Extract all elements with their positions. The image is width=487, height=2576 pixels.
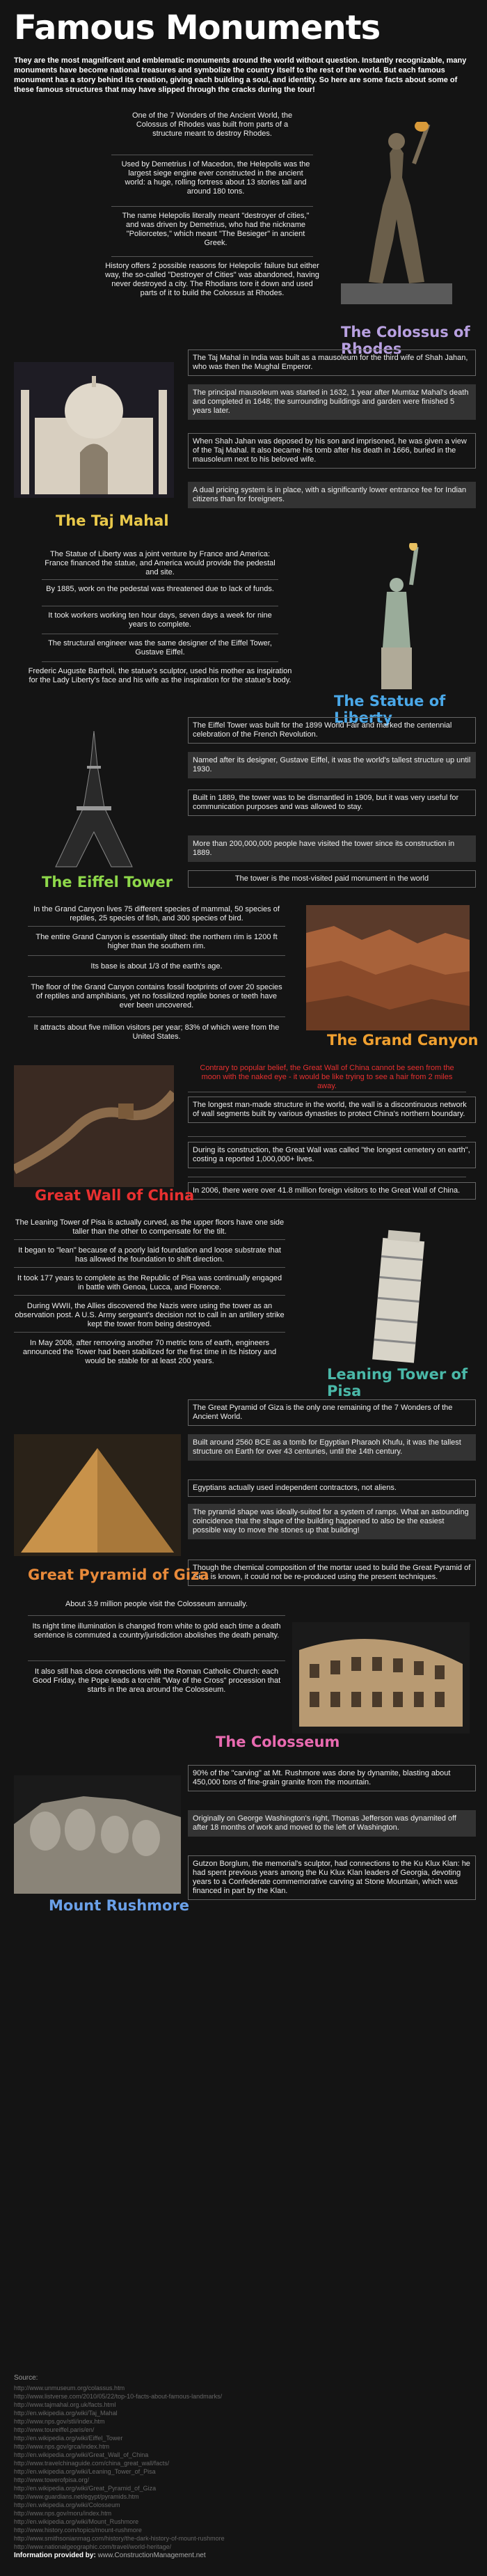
liberty-heading: The Statue of Liberty — [334, 693, 446, 726]
canyon-fact-1: In the Grand Canyon lives 75 different species of mammal, 50 species of reptiles, 25 species of fish, and 300 species of bird. — [33, 905, 280, 922]
intro-text: They are the most magnificent and emblematic monuments around the world without question. Instantly recognizable, many monuments have become national treasures and symbolize the country itself to the rest of the world. But each famous monument has a story behind its creation, giving each building a soul, and identity. So here are some facts about some of these famous structures that may have slipped through the cracks during the tour! — [14, 56, 467, 94]
wall-fact-4: In 2006, there were over 41.8 million foreign visitors to the Great Wall of China. — [188, 1182, 476, 1200]
divider — [14, 1295, 285, 1296]
giza-fact-3: Egyptians actually used independent contractors, not aliens. — [188, 1479, 476, 1497]
giza-heading: Great Pyramid of Giza — [28, 1566, 209, 1583]
giza-fact-1: The Great Pyramid of Giza is the only one remaining of the 7 Wonders of the Ancient World. — [188, 1399, 476, 1426]
divider — [28, 976, 285, 977]
source-link[interactable]: http://en.wikipedia.org/wiki/Eiffel_Tower — [14, 2435, 123, 2442]
liberty-fact-5: Frederic Auguste Bartholi, the statue's sculptor, used his mother as inspiration for the Lady Liberty's face and his wife as the inspiration for the statue's body. — [28, 667, 292, 684]
great-pyramid-image — [14, 1434, 181, 1556]
divider — [14, 1267, 285, 1268]
rushmore-heading: Mount Rushmore — [49, 1897, 190, 1914]
divider — [42, 661, 278, 662]
source-link[interactable]: http://www.tajmahal.org.uk/facts.html — [14, 2401, 116, 2408]
sources-label: Source: — [14, 2374, 38, 2382]
colosseum-fact-2: Its night time illumination is changed from white to gold each time a death sentence is commuted a country/jurisdiction abolishes the death penalty. — [32, 1622, 281, 1640]
source-link[interactable]: http://www.nps.gov/stli/index.htm — [14, 2418, 105, 2425]
colosseum-fact-1: About 3.9 million people visit the Colosseum annually. — [65, 1600, 248, 1608]
source-link[interactable]: http://www.guardians.net/egypt/pyramids.htm — [14, 2493, 139, 2500]
grand-canyon-image — [306, 905, 470, 1030]
tajmahal-fact-1: The Taj Mahal in India was built as a mausoleum for the third wife of Shah Jahan, who was then the Mughal Emperor. — [188, 350, 476, 376]
rushmore-fact-2: Originally on George Washington's right, Thomas Jefferson was dynamited off after 18 months of work and moved to the left of Washington. — [188, 1810, 476, 1837]
wall-heading: Great Wall of China — [35, 1187, 195, 1204]
statue-of-liberty-image — [327, 543, 466, 693]
divider — [28, 955, 285, 956]
tajmahal-fact-3: When Shah Jahan was deposed by his son and imprisoned, he was given a view of the Taj Mahal. It also became his tomb after his death in 1666, buried in the mausoleum next to his beloved wife. — [188, 433, 476, 469]
giza-fact-5: Though the chemical composition of the mortar used to build the Great Pyramid of Giza is known, it could not be re-produced using the present techniques. — [188, 1560, 476, 1586]
footer-site-link[interactable]: www.ConstructionManagement.net — [97, 2552, 206, 2559]
tajmahal-heading: The Taj Mahal — [56, 512, 169, 529]
source-link[interactable]: http://en.wikipedia.org/wiki/Leaning_Tower_of_Pisa — [14, 2468, 156, 2475]
source-link[interactable]: http://en.wikipedia.org/wiki/Great_Wall_of_China — [14, 2451, 149, 2458]
rhodes-heading: The Colossus of Rhodes — [341, 324, 470, 357]
canyon-fact-5: It attracts about five million visitors per year; 83% of which were from the United States. — [33, 1023, 280, 1041]
pisa-fact-3: It took 177 years to complete as the Republic of Pisa was continually engaged in battle with Genoa, Lucca, and Florence. — [17, 1274, 282, 1291]
eiffel-fact-2: Named after its designer, Gustave Eiffel, it was the world's tallest structure up until 1930. — [188, 752, 476, 778]
tajmahal-fact-4: A dual pricing system is in place, with a significantly lower entrance fee for Indian citizens than for foreigners. — [188, 482, 476, 508]
canyon-heading: The Grand Canyon — [327, 1032, 479, 1049]
source-link[interactable]: http://www.listverse.com/2010/05/22/top-10-facts-about-famous-landmarks/ — [14, 2393, 223, 2400]
rhodes-fact-2: Used by Demetrius I of Macedon, the Helepolis was the largest siege engine ever constructed in the ancient world: a huge, rolling fortress about 13 stories tall and around 180 tons. — [121, 160, 310, 196]
pisa-fact-1: The Leaning Tower of Pisa is actually curved, as the upper floors have one side taller than the other to compensate for the tilt. — [15, 1218, 285, 1236]
pisa-fact-2: It began to "lean" because of a poorly laid foundation and loose substrate that has allowed the foundation to shift direction. — [18, 1246, 281, 1264]
colosseum-heading: The Colosseum — [216, 1734, 340, 1750]
pisa-tower-image — [327, 1225, 459, 1365]
pisa-heading: Leaning Tower of Pisa — [327, 1366, 468, 1399]
source-link[interactable]: http://www.unmuseum.org/colassus.htm — [14, 2385, 125, 2392]
source-link[interactable]: http://www.nps.gov/moru/index.htm — [14, 2510, 112, 2517]
source-link[interactable]: http://www.history.com/topics/mount-rushmore — [14, 2527, 142, 2534]
liberty-fact-1: The Statue of Liberty was a joint venture by France and America: France financed the statue, and America would provide the pedestal and site. — [45, 550, 276, 576]
giza-fact-4: The pyramid shape was ideally-suited for a system of ramps. What an astounding coincidence that the shape of the building happened to also be the easiest possible way to move the stones up that building! — [188, 1504, 476, 1539]
liberty-fact-4: The structural engineer was the same designer of the Eiffel Tower, Gustave Eiffel. — [48, 639, 272, 657]
source-link[interactable]: http://en.wikipedia.org/wiki/Taj_Mahal — [14, 2410, 118, 2417]
canyon-fact-3: Its base is about 1/3 of the earth's age. — [90, 962, 223, 971]
rhodes-fact-3: The name Helepolis literally meant "destroyer of cities," and was driven by Demetrius, who had the nickname "Poliorcetes," which meant "The Besieger" in ancient Greek. — [122, 212, 310, 247]
source-link[interactable]: http://www.nationalgeographic.com/travel/world-heritage/ — [14, 2543, 172, 2550]
source-link[interactable]: http://en.wikipedia.org/wiki/Colosseum — [14, 2502, 120, 2508]
canyon-fact-4: The floor of the Grand Canyon contains fossil footprints of over 20 species of reptiles and amphibians, yet no fossilized reptile bones or teeth have ever been uncovered. — [31, 983, 282, 1010]
pisa-fact-5: In May 2008, after removing another 70 metric tons of earth, engineers announced the Tower had been stabilized for the first time in its history and would be stable for at least 200 years. — [22, 1339, 277, 1365]
colossus-statue-image — [327, 122, 466, 324]
rhodes-fact-4: History offers 2 possible reasons for Helepolis' failure but either way, the so-called "Destroyer of Cities" was abandoned, having never destroyed a city. The Rhodians tore it down and used parts of it to build the Colossus at Rhodes. — [105, 262, 319, 297]
giza-fact-2: Built around 2560 BCE as a tomb for Egyptian Pharaoh Khufu, it was the tallest structure on Earth for over 43 centuries, until the 14th century. — [188, 1434, 476, 1461]
divider — [28, 1016, 285, 1017]
source-link[interactable]: http://en.wikipedia.org/wiki/Mount_Rushmore — [14, 2518, 139, 2525]
rhodes-fact-1: One of the 7 Wonders of the Ancient World, the Colossus of Rhodes was built from parts of a structure meant to destroy Rhodes. — [131, 111, 293, 138]
source-link[interactable]: http://www.toureiffel.paris/en/ — [14, 2426, 95, 2433]
tajmahal-fact-2: The principal mausoleum was started in 1632, 1 year after Mumtaz Mahal's death and completed in 1648; the surrounding buildings and garden were finished 5 years later. — [188, 384, 476, 420]
divider — [28, 926, 285, 927]
divider — [28, 1660, 285, 1661]
taj-mahal-image — [14, 362, 174, 498]
divider — [111, 256, 313, 257]
source-link[interactable]: http://en.wikipedia.org/wiki/Great_Pyramid_of_Giza — [14, 2485, 157, 2492]
eiffel-fact-5: The tower is the most-visited paid monument in the world — [188, 870, 476, 888]
liberty-fact-3: It took workers working ten hour days, seven days a week for nine years to complete. — [48, 611, 272, 629]
source-link[interactable]: http://www.nps.gov/grca/index.htm — [14, 2443, 110, 2450]
wall-fact-3: During its construction, the Great Wall was called "the longest cemetery on earth", costing a reported 1,000,000+ lives. — [188, 1142, 476, 1168]
divider — [111, 206, 313, 207]
eiffel-fact-4: More than 200,000,000 people have visited the tower since its construction in 1889. — [188, 835, 476, 862]
divider — [14, 1239, 285, 1240]
mount-rushmore-image — [14, 1775, 181, 1894]
divider — [14, 1332, 285, 1333]
footer-label: Information provided by: — [14, 2552, 96, 2559]
eiffel-fact-1: The Eiffel Tower was built for the 1899 World Fair and marked the centennial celebration of the French Revolution. — [188, 717, 476, 744]
eiffel-fact-3: Built in 1889, the tower was to be dismantled in 1909, but it was very useful for communication purposes and was allowed to stay. — [188, 790, 476, 816]
wall-fact-2: The longest man-made structure in the world, the wall is a discontinuous network of wall segments built by various dynasties to protect China's northern boundary. — [188, 1097, 476, 1123]
eiffel-heading: The Eiffel Tower — [42, 874, 173, 890]
page-title: Famous Monuments — [14, 8, 381, 47]
source-link[interactable]: http://www.travelchinaguide.com/china_great_wall/facts/ — [14, 2460, 170, 2467]
colosseum-fact-3: It also still has close connections with the Roman Catholic Church: each Good Friday, the Pope leads a torchlit "Way of the Cross" procession that starts in the area around the Colosseum. — [32, 1667, 281, 1694]
colosseum-image — [292, 1622, 470, 1734]
canyon-fact-2: The entire Grand Canyon is essentially tilted: the northern rim is 1200 ft higher than the southern rim. — [35, 933, 278, 950]
rushmore-fact-3: Gutzon Borglum, the memorial's sculptor, had connections to the Ku Klux Klan: he had spent previous years among the Ku Klux Klan leaders of Georgia, devoting years to a Confederate commemorative carving at Stone Mountain, which was financed in part by the Klan. — [188, 1855, 476, 1900]
great-wall-image — [14, 1065, 174, 1187]
divider — [188, 1136, 466, 1137]
divider — [42, 579, 278, 580]
footer-credit — [14, 2552, 206, 2559]
rushmore-fact-1: 90% of the "carving" at Mt. Rushmore was done by dynamite, blasting about 450,000 tons of fine-grain granite from the mountain. — [188, 1765, 476, 1791]
divider — [28, 1615, 285, 1616]
source-link[interactable]: http://www.towerofpisa.org/ — [14, 2476, 90, 2483]
eiffel-tower-image — [28, 731, 160, 870]
wall-fact-1: Contrary to popular belief, the Great Wall of China cannot be seen from the moon with the naked eye - it would be like trying to see a hair from 2 miles away. — [200, 1064, 454, 1090]
liberty-fact-2: By 1885, work on the pedestal was threatened due to lack of funds. — [46, 585, 274, 593]
pisa-fact-4: During WWII, the Allies discovered the Nazis were using the tower as an observation post. A U.S. Army sergeant's decision not to call in an artillery strike kept the tower from being destroyed. — [15, 1302, 285, 1328]
source-link[interactable]: http://www.smithsonianmag.com/history/the-dark-history-of-mount-rushmore — [14, 2535, 225, 2542]
